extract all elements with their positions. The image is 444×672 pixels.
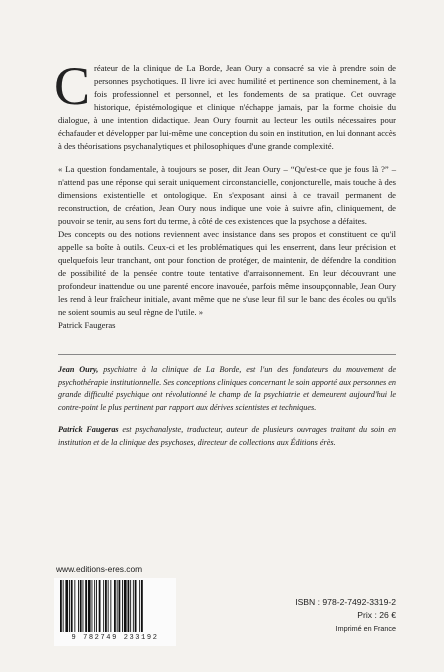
barcode-bar bbox=[60, 580, 62, 632]
price: Prix : 26 € bbox=[357, 610, 396, 620]
publisher-website[interactable]: www.editions-eres.com bbox=[56, 564, 143, 574]
divider bbox=[58, 354, 396, 355]
barcode-bar bbox=[110, 580, 111, 632]
barcode-bar bbox=[119, 580, 121, 632]
barcode-bar bbox=[117, 580, 118, 632]
barcode-bar bbox=[99, 580, 101, 632]
bio-text: psychiatre à la clinique de La Borde, est l'un des fondateurs du mouvement de psychothérapie institutionnelle. Ses conceptions cliniques concernant le soin apporté aux personnes en grande difficulté psychique ont révolutionné le champ de la psychiatrie et demeurent aujourd'hui le contre-point le plus pertinent par rapport aux dérives scientistes et techniques. bbox=[58, 365, 396, 412]
barcode-bar bbox=[114, 580, 116, 632]
quote-paragraph-1: « La question fondamentale, à toujours se poser, dit Jean Oury – “Qu'est-ce que je fous là ?” – n'attend pas une réponse qui serait uniquement circonstancielle, conjoncturelle, mais touche à des dimensions existentielle et ontologique. En s'exposant ainsi à ce travail permanent de reconstruction, de création, Jean Oury nous indique une voie à suivre afin, cliniquement, de pouvoir se tenir, au sens fort du terme, à côté de ces existences que la psychose a défaites. bbox=[58, 164, 396, 226]
bio-patrick-faugeras bbox=[58, 424, 396, 449]
barcode-bar bbox=[139, 580, 140, 632]
author-bios bbox=[58, 364, 396, 459]
barcode-bar bbox=[88, 580, 91, 632]
printed-in: Imprimé en France bbox=[335, 624, 396, 633]
barcode-bar bbox=[83, 580, 84, 632]
barcode-bar bbox=[94, 580, 95, 632]
drop-cap: C bbox=[54, 56, 91, 116]
publication-info bbox=[295, 596, 396, 635]
barcode-bar bbox=[128, 580, 130, 632]
barcode-bar bbox=[85, 580, 87, 632]
barcode-digits: 9 782749 233192 bbox=[71, 634, 159, 642]
intro-text: réateur de la clinique de La Borde, Jean Oury a consacré sa vie à prendre soin de personnes psychotiques. Il livre ici avec humilité et pertinence son cheminement, à la fois professionnel et personnel, et les fondements de sa pratique. Cet ouvrage historique, épistémologique et clinique n'échappe jamais, par la forme choisie du dialogue, à une intention didactique. Jean Oury fournit au lecteur les outils nécessaires pour échafauder et développer par lui-même une conception du soin en institution, en lui donnant accès à des théorisations psychanalytiques et philosophiques d'une grande complexité. bbox=[58, 63, 396, 151]
barcode-bars bbox=[56, 580, 174, 634]
barcode-bar bbox=[122, 580, 123, 632]
barcode-bar bbox=[103, 580, 104, 632]
quote-paragraph-2: Des concepts ou des notions reviennent avec insistance dans ses propos et constituent ce qu'il appelle sa boîte à outils. Ceux-ci et les problématiques qui les enserrent, dans leur précision et quelquefois leur tranchant, ont pour fonction de protéger, de maintenir, de défendre la condition de possibilité de la pensée contre toute tentative d'arraisonnement. En leur découvrant une profondeur inattendue ou une parenté encore inavouée, parfois même insoupçonnable, Jean Oury les rend à leur fraîcheur initiale, avant même que ne s'use leur fil sur le banc des écoles ou qu'ils ne soient soumis au seul règne de l'utile. » bbox=[58, 229, 396, 317]
bio-jean-oury bbox=[58, 364, 396, 414]
bio-text: est psychanalyste, traducteur, auteur de plusieurs ouvrages traitant du soin en institution et de la clinique des psychoses, directeur de collections aux Éditions érès. bbox=[58, 425, 396, 447]
barcode-bar bbox=[63, 580, 64, 632]
quote-signature: Patrick Faugeras bbox=[58, 320, 116, 330]
bio-name: Jean Oury, bbox=[58, 365, 99, 374]
blurb bbox=[54, 56, 396, 332]
barcode-bar bbox=[133, 580, 134, 632]
barcode-bar bbox=[65, 580, 68, 632]
bio-name: Patrick Faugeras bbox=[58, 425, 119, 434]
intro-paragraph bbox=[54, 56, 396, 153]
barcode-bar bbox=[78, 580, 79, 632]
barcode-bar bbox=[80, 580, 82, 632]
barcode-bar bbox=[96, 580, 97, 632]
barcode-bar bbox=[71, 580, 73, 632]
barcode-bar bbox=[92, 580, 93, 632]
barcode-bar bbox=[108, 580, 109, 632]
isbn: ISBN : 978-2-7492-3319-2 bbox=[295, 597, 396, 607]
barcode-bar bbox=[69, 580, 70, 632]
barcode-bar bbox=[141, 580, 143, 632]
barcode-bar bbox=[135, 580, 137, 632]
barcode bbox=[54, 578, 176, 646]
barcode-bar bbox=[124, 580, 127, 632]
barcode-bar bbox=[105, 580, 107, 632]
barcode-bar bbox=[130, 580, 131, 632]
barcode-bar bbox=[74, 580, 75, 632]
